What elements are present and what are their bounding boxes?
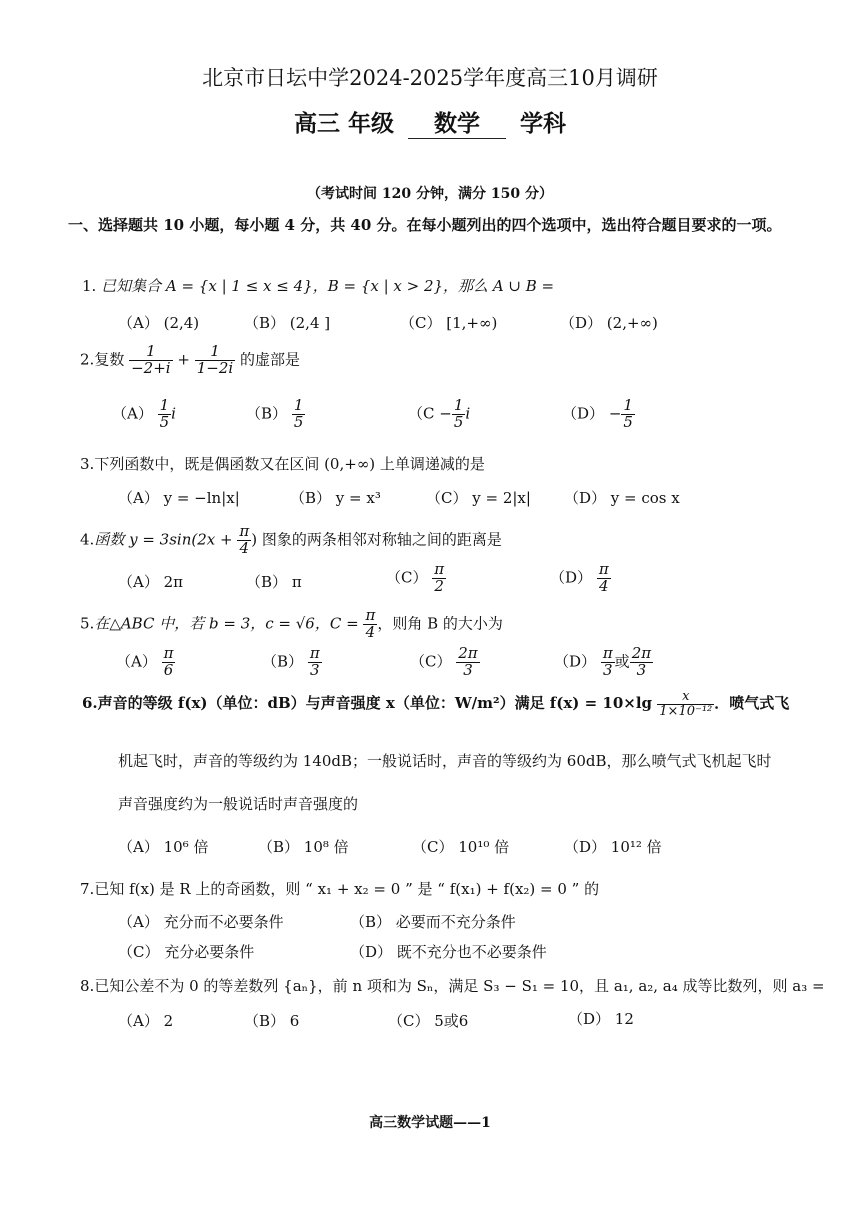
- option-d: （D） $\frac{\pi}{3}$ 或 $\frac{2\pi}{3}$: [554, 644, 652, 679]
- question-prefix: 在△ABC 中，若 b = 3，c = √6，C =: [94, 614, 359, 633]
- question-text: 已知公差不为 0 的等差数列 {aₙ}，前 n 项和为 Sₙ，满足 S₃ − S₁ = 10，且 a₁, a₂, a₄ 成等比数列，则 a₃ =: [94, 977, 825, 995]
- question-5: [80, 608, 503, 641]
- section-instruction: 一、选择题共 10 小题，每小题 4 分，共 40 分。在每小题列出的四个选项中，选出符合题目要求的一项。: [68, 216, 782, 234]
- question-suffix: 的虚部是: [239, 350, 300, 369]
- question-number: 5.: [80, 614, 95, 633]
- option-c: （C − $\frac{1}{5}$ i: [408, 396, 471, 431]
- option-c: （C） 5或6: [388, 1012, 469, 1030]
- question-prefix: 复数: [94, 350, 125, 369]
- exam-note: （考试时间 120 分钟，满分 150 分）: [307, 186, 553, 202]
- exam-title: 北京市日坛中学2024-2025学年度高三10月调研: [202, 66, 658, 90]
- option-b: （B） $\frac{\pi}{3}$: [262, 644, 320, 679]
- plus-sign: +: [177, 350, 190, 369]
- option-a: （A） (2,4): [118, 314, 200, 332]
- option-d: （D） 12: [568, 1010, 634, 1028]
- question-stem-tail: ．喷气式飞: [714, 694, 790, 713]
- option-a: （A） $\frac{1}{5}$ i: [112, 396, 176, 431]
- option-b: （B） 10⁸ 倍: [258, 838, 349, 856]
- question-suffix: ，则角 B 的大小为: [377, 614, 503, 633]
- question-8: [80, 975, 825, 996]
- option-a: （A） 2π: [118, 573, 184, 591]
- option-a: （A） 2: [118, 1012, 174, 1030]
- option-b: （B） 6: [244, 1012, 300, 1030]
- option-d: （D） − $\frac{1}{5}$: [562, 396, 633, 431]
- option-b: （B） (2,4 ]: [244, 314, 331, 332]
- option-c: （C） [1,+∞): [400, 314, 498, 332]
- option-a: （A） $\frac{\pi}{6}$: [116, 644, 174, 679]
- option-b: （B） y = x³: [290, 489, 381, 507]
- option-b: （B） $\frac{1}{5}$: [246, 396, 304, 431]
- option-b: （B） 必要而不充分条件: [350, 913, 516, 931]
- option-c: （C） $\frac{\pi}{2}$: [386, 560, 445, 595]
- question-prefix: 函数 y = 3sin(2x +: [94, 530, 233, 549]
- option-d: （D） (2,+∞): [560, 314, 658, 332]
- question-6-line-2: 机起飞时，声音的等级约为 140dB；一般说话时，声音的等级约为 60dB，那么喷气式飞机起飞时: [118, 752, 772, 770]
- question-number: 2.: [80, 350, 95, 369]
- question-text: 已知集合 A = {x | 1 ≤ x ≤ 4}，B = {x | x > 2}，那么 A ∪ B =: [101, 277, 555, 295]
- subject-name: 数学: [408, 105, 506, 139]
- grade-subject-line: [0, 105, 860, 139]
- subject-suffix: 学科: [520, 110, 567, 137]
- question-number: 1.: [82, 277, 97, 295]
- option-c: （C） 充分必要条件: [118, 943, 255, 961]
- question-3: [80, 453, 485, 474]
- option-d: （D） 10¹² 倍: [564, 838, 662, 856]
- fraction: $\frac{\pi}{4}$: [239, 522, 250, 557]
- option-c: （C） y = 2|x|: [426, 489, 531, 507]
- option-c: （C） 10¹⁰ 倍: [412, 838, 510, 856]
- fraction: $\frac{x}{\text{1×10⁻¹²}}$: [659, 689, 713, 719]
- question-7: [80, 878, 599, 899]
- fraction: $\frac{1}{-2+i}$: [131, 342, 171, 377]
- grade-label: 高三 年级: [293, 110, 394, 137]
- question-number: 3.: [80, 455, 95, 473]
- fraction: $\frac{\pi}{4}$: [365, 606, 376, 641]
- question-suffix: ) 图象的两条相邻对称轴之间的距离是: [251, 530, 502, 549]
- question-6-line-3: 声音强度约为一般说话时声音强度的: [118, 795, 359, 813]
- question-number: 7.: [80, 880, 95, 898]
- page-footer: 高三数学试题——1: [369, 1115, 491, 1131]
- question-4: [80, 524, 502, 557]
- question-number: 8.: [80, 977, 95, 995]
- question-number: 6.: [82, 694, 98, 713]
- question-2: [80, 344, 300, 377]
- option-c: （C） $\frac{2\pi}{3}$: [410, 644, 478, 679]
- option-d: （D） y = cos x: [564, 489, 680, 507]
- question-text: 已知 f(x) 是 R 上的奇函数，则 “ x₁ + x₂ = 0 ” 是 “ f(x₁) + f(x₂) = 0 ” 的: [94, 880, 600, 898]
- option-b: （B） π: [246, 573, 302, 591]
- question-1: [82, 275, 554, 296]
- option-a: （A） 充分而不必要条件: [118, 913, 284, 931]
- option-d: （D） 既不充分也不必要条件: [350, 943, 547, 961]
- question-text: 下列函数中，既是偶函数又在区间 (0,+∞) 上单调递减的是: [94, 455, 485, 473]
- option-a: （A） 10⁶ 倍: [118, 838, 209, 856]
- fraction: $\frac{1}{1-2i}$: [196, 342, 234, 377]
- question-number: 4.: [80, 530, 95, 549]
- question-6: [82, 690, 789, 718]
- option-d: （D） $\frac{\pi}{4}$: [550, 560, 609, 595]
- question-stem: 声音的等级 f(x)（单位：dB）与声音强度 x（单位：W/m²）满足 f(x) = 10×lg: [97, 694, 653, 713]
- option-a: （A） y = −ln|x|: [118, 489, 240, 507]
